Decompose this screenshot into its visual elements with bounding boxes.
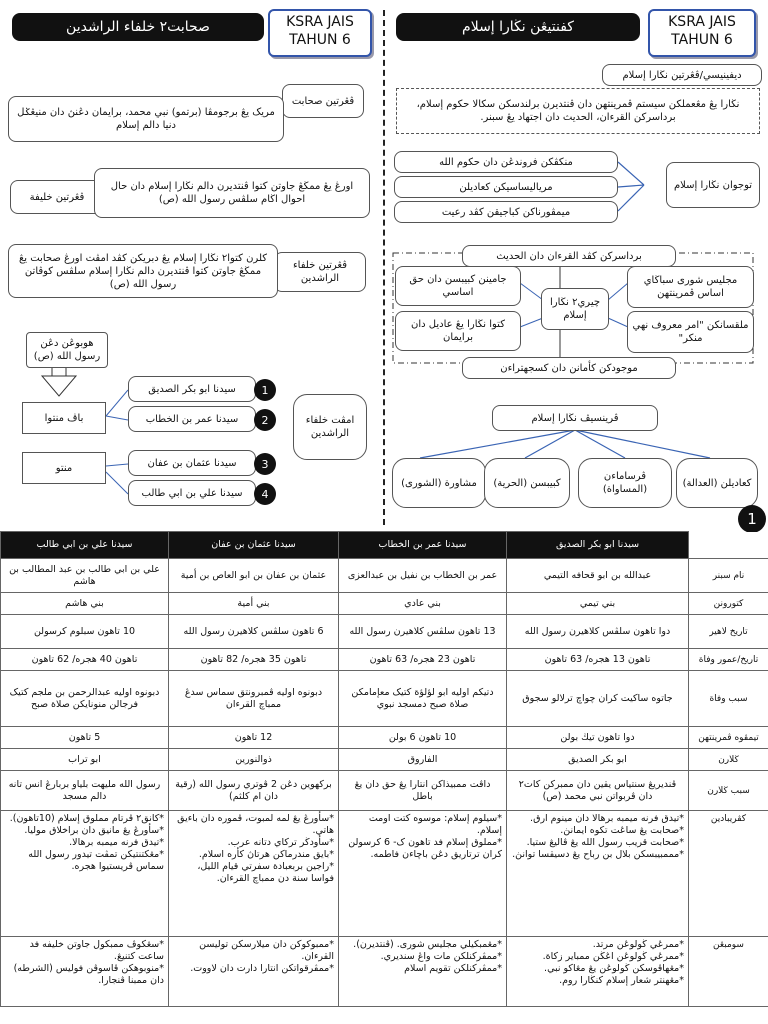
- prinsip-4-text: كعاديلن (العدالة): [682, 477, 752, 489]
- table-row: [1, 615, 768, 649]
- table-cell: *ممبوكوكن دان ميلارسكن توليسن القرءان. *ممڤرقواتكن انتارا دارت دان لاووت.: [169, 937, 339, 1007]
- table-cell: تاهون 40 هجره/ 62 تاهون: [1, 649, 169, 671]
- prinsip-2-text: كبيبسن (الحرية): [493, 477, 561, 489]
- def-negara-text-span: نڬارا يڠ مڠعملكن سيستم ڤمرينتهن دان ڤنتديرن برلندسکن سکالا حکوم إسلام، برداسرکن القرءان، الحديث دان اجتهاد يڠ سبنر.: [416, 99, 740, 123]
- caliph-2-number-text: 2: [261, 413, 269, 427]
- prinsip-1-text: مشاورة (الشورى): [401, 477, 477, 489]
- table-cell: *سڠكوڤ ممبكول جاوتن خليفه فد ساعت كتنيڠ. *منوبوهكن ڤاسوڤن فوليس (الشرطه) دان ممبنا ڤنجارا.: [1, 937, 169, 1007]
- table-cell: دوا تاهون سلڤس كلاهيرن رسول الله: [507, 615, 689, 649]
- table-row: [1, 771, 768, 811]
- table-cell: دبونوه اوليه ڤمبرونتق سماس سدڠ ممباچ القرءان: [169, 671, 339, 727]
- table-cell: علي بن ابي طالب بن عبد المطالب بن هاشم: [1, 559, 169, 593]
- tujuan-label: [666, 162, 760, 208]
- ciri-center-text: چيري٢ نڬارا إسلام: [549, 297, 601, 321]
- right-ksra-tag: [648, 9, 756, 57]
- def-sahabat-label-text: ڤڠرتين صحابت: [291, 95, 355, 107]
- ciri-tr-text: مجليس شورى سباڬاي اساس ڤمرينتهن: [643, 275, 738, 299]
- table-header-uthman: سيدنا عثمان بن عفان: [169, 532, 339, 559]
- def-sahabat-label: [282, 84, 364, 118]
- def-khalifah-label: [10, 180, 104, 214]
- table-header-blank: [689, 532, 768, 559]
- tujuan-label-text: توجوان نڬارا إسلام: [673, 179, 753, 191]
- bapa-box: [22, 402, 106, 434]
- caliph-1-name: سيدنا ابو بكر الصديق: [148, 383, 236, 395]
- prinsip-4: [676, 458, 758, 508]
- row-label: تاريخ لاهير: [689, 615, 768, 649]
- table-row: [1, 937, 768, 1007]
- row-label: سبب وفاة: [689, 671, 768, 727]
- row-label: تاريخ/عمور وفاة: [689, 649, 768, 671]
- def-khulafa-label-text: ڤڠرتين خلفاء الراشدين: [292, 260, 347, 284]
- ciri-top-text: برداسرکن كڤد القرءان دان الحديث: [496, 250, 642, 262]
- tujuan-item-1: [394, 151, 618, 173]
- prinsip-1: [392, 458, 486, 508]
- caliph-4-number: [254, 483, 276, 505]
- table-cell: 6 تاهون سلڤس كلاهيرن رسول الله: [169, 615, 339, 649]
- table-cell: ابو تراب: [1, 749, 169, 771]
- table-cell: *تيدق فرنه ميمبه برهالا دان مينوم ارق. *صحابت يڠ ساڠت تکوه ايمانڽ. *صحابت قريب رسول الله يڠ ڤاليڠ ستيا. *مممبيبسكن بلال بن رباح يڠ دسيقسا توانڽ.: [507, 811, 689, 937]
- caliph-4-name: سيدنا علي بن ابي طالب: [141, 487, 243, 499]
- caliph-3-number-text: 3: [261, 457, 269, 471]
- ciri-bottom: [462, 357, 676, 379]
- table-row: [1, 671, 768, 727]
- left-ksra-tag: [268, 9, 372, 57]
- table-cell: ابو بكر الصديق: [507, 749, 689, 771]
- ciri-center: [541, 288, 609, 330]
- def-khalifah-text-span: اورڠ يڠ ممڬڠ جاوتن كتوا ڤنتديرن دالم نڬارا إسلام دان حال احوال اڬام سلڤس رسول الله (ص): [110, 181, 354, 205]
- table-cell: *مڠمبكيلي مجليس شورى. (ڤنتديرن). *ممڤركنلكن مات واڠ سنديري. *ممڤركنلكن تقويم اسلام: [339, 937, 507, 1007]
- ciri-tl-text: جامينن كبيبسن دان حق اساسي: [409, 274, 507, 298]
- table-cell: عبدالله بن ابو قحافه التيمي: [507, 559, 689, 593]
- caliph-3-number: [254, 453, 276, 475]
- caliph-4-number-text: 4: [261, 487, 269, 501]
- empat-khulafa-box: [293, 394, 367, 460]
- right-tahun-text: TAHUN 6: [671, 32, 733, 48]
- page-number-text: 1: [747, 510, 757, 528]
- table-cell: 13 تاهون سلڤس كلاهيرن رسول الله: [339, 615, 507, 649]
- table-cell: *سيلوم إسلام: موسوه كتت اومت إسلام. *مملوق إسلام فد تاهون ک- 6 كرسولن كران ترتاريق دڠن باچاءن فاطمه.: [339, 811, 507, 937]
- table-cell: *كانق٢ ڤرتام مملوق إسلام (10تاهون). *سأورڠ يڠ مانيق دان براخلاق موليا. *تيدق فرنه ميمبه برهالا. *مڠكتنتيكن تمڤت تيدور رسول الله سماس ڤريستيوا هجره.: [1, 811, 169, 937]
- table-cell: تاهون 13 هجره/ 63 تاهون: [507, 649, 689, 671]
- caliph-2-name: سيدنا عمر بن الخطاب: [145, 413, 239, 425]
- table-cell: 10 تاهون سبلوم كرسولن: [1, 615, 169, 649]
- right-ksra-text: KSRA JAIS: [668, 14, 736, 30]
- row-label: سبب ڬلارن: [689, 771, 768, 811]
- def-negara-text: [396, 88, 760, 134]
- row-label: سومبڠن: [689, 937, 768, 1007]
- table-cell: جاتوه ساكيت كران چواچ ترلالو سجوق: [507, 671, 689, 727]
- table-cell: الفاروق: [339, 749, 507, 771]
- table-cell: تاهون 35 هجره/ 82 تاهون: [169, 649, 339, 671]
- tujuan-item-2-text: مرياليساسيكن كعاديلن: [459, 181, 553, 193]
- left-title: صحابت٢ خلفاء الراشدين: [66, 19, 210, 35]
- tujuan-item-3-text: ميمڤورناكن كباجيقن كڤد رعيت: [441, 206, 571, 218]
- row-label: تيمڤوه ڤمرينتهن: [689, 727, 768, 749]
- ciri-bl: [395, 311, 521, 351]
- table-cell: بني هاشم: [1, 593, 169, 615]
- row-label: ڬلارن: [689, 749, 768, 771]
- caliph-1-number-text: 1: [261, 383, 269, 397]
- tujuan-item-3: [394, 201, 618, 223]
- caliph-2-box: [128, 406, 256, 432]
- prinsip-label-text: ڤرينسيڤ نڬارا إسلام: [531, 412, 619, 424]
- caliph-1-number: [254, 379, 276, 401]
- left-ksra-text: KSRA JAIS: [286, 14, 354, 30]
- row-label: نام سبنر: [689, 559, 768, 593]
- caliph-3-name: سيدنا عثمان بن عفان: [147, 457, 237, 469]
- row-label: كڤريبادين: [689, 811, 768, 937]
- def-negara-label-text: ديفينيسي/ڤڠرتين نڬارا إسلام: [622, 69, 742, 81]
- caliph-3-box: [128, 450, 256, 476]
- menantu-text: منتو: [55, 462, 73, 474]
- table-row: [1, 749, 768, 771]
- table-cell: 12 تاهون: [169, 727, 339, 749]
- table-cell: دوا تاهون تيڬ بولن: [507, 727, 689, 749]
- left-title-bar: [12, 13, 264, 41]
- caliph-1-box: [128, 376, 256, 402]
- page-number-badge: [738, 505, 766, 533]
- ciri-bottom-text: موجودكن كأمانن دان كسجهتراءن: [500, 362, 638, 374]
- table-cell: *ممرڠي ڬولوڠن مرتد. *ممرڠي ڬولوڠن اڠڬن ممباير زكاة. *مڠهاڤوسكن ڬولوڠن يڠ مڠاكو نبي. *مڠهنتر شعار إسلام كنڬارا روم.: [507, 937, 689, 1007]
- table-cell: تاهون 23 هجره/ 63 تاهون: [339, 649, 507, 671]
- def-khulafa-text-span: كلرن كتوا٢ نڬارا إسلام يڠ دبريكن كڤد امڤت اورڠ صحابت يڠ ممڬڠ جاوتن كتوا ڤنتديرن دالم نڬارا إسلام سلڤس كوڤاتن رسول الله (ص): [18, 252, 268, 290]
- def-khalifah-label-text: ڤڠرتين خليفة: [29, 191, 85, 203]
- tujuan-item-2: [394, 176, 618, 198]
- table-cell: دتيكم اوليه ابو لؤلؤة كتيک معإمامكن صلاة صبح دمسجد نبوي: [339, 671, 507, 727]
- def-sahabat-text: [8, 96, 284, 142]
- caliph-2-number: [254, 409, 276, 431]
- prinsip-label: [492, 405, 658, 431]
- def-sahabat-text-span: مريک يڠ برجومڤا (برتمو) نبي محمد، برايمان دڠنڽ دان منيڠݢل دنيا دالم إسلام: [17, 107, 275, 131]
- menantu-box: [22, 452, 106, 484]
- table-cell: ذوالنورين: [169, 749, 339, 771]
- def-khalifah-text: [94, 168, 370, 218]
- ciri-bl-text: كتوا نڬارا يڠ عاديل دان برايمان: [411, 319, 505, 343]
- table-cell: بني تيمي: [507, 593, 689, 615]
- table-row: [1, 559, 768, 593]
- ciri-tl: [395, 266, 521, 306]
- ciri-top: [462, 245, 676, 267]
- table-header-ali: سيدنا علي بن ابي طالب: [1, 532, 169, 559]
- table-cell: عمر بن الخطاب بن نفيل بن عبدالعزى: [339, 559, 507, 593]
- table-cell: 5 تاهون: [1, 727, 169, 749]
- center-divider: [383, 10, 385, 525]
- table-cell: دبونوه اوليه عبدالرحمن بن ملجم كتيک فرجالن منونايكن صلاة صبح: [1, 671, 169, 727]
- prinsip-2: [484, 458, 570, 508]
- caliph-4-box: [128, 480, 256, 506]
- table-cell: رسول الله مليهت بلياو بربارڠ انس تانه دالم مسجد: [1, 771, 169, 811]
- table-header-row: [1, 532, 768, 559]
- table-cell: 10 تاهون 6 بولن: [339, 727, 507, 749]
- table-header-umar: سيدنا عمر بن الخطاب: [339, 532, 507, 559]
- table-cell: بني أمية: [169, 593, 339, 615]
- table-cell: ڤنديريڠ سنتياس يقين دان ممبركن كات٢ دان ڤربواتن نبي محمد (ص): [507, 771, 689, 811]
- right-title-bar: [396, 13, 640, 41]
- ciri-tr: [627, 266, 754, 308]
- khulafa-comparison-table: [0, 531, 768, 1007]
- hubungan-box: [26, 332, 108, 368]
- table-row: [1, 649, 768, 671]
- hubungan-text: هوبوڠن دڠن رسول الله (ص): [33, 338, 101, 362]
- def-khulafa-label: [274, 252, 366, 292]
- table-row: [1, 811, 768, 937]
- prinsip-3-text: ڤرساماءن (المساواة): [602, 471, 648, 495]
- right-title: كفنتيڠن نڬارا إسلام: [462, 19, 574, 35]
- row-label: كتورونن: [689, 593, 768, 615]
- table-header-abubakar: سيدنا ابو بكر الصديق: [507, 532, 689, 559]
- prinsip-3: [578, 458, 672, 508]
- ciri-br-text: ملقسانكن "امر معروف نهي منكر": [632, 320, 749, 344]
- ciri-br: [627, 311, 754, 353]
- table-cell: داڤت ممبيذاكن انتارا يڠ حق دان يڠ باطل: [339, 771, 507, 811]
- table-row: [1, 727, 768, 749]
- table-cell: بني عادي: [339, 593, 507, 615]
- table-row: [1, 593, 768, 615]
- tujuan-item-1-text: منكڤكن فروندڠن دان حكوم الله: [439, 156, 573, 168]
- table-cell: عثمان بن عفان بن ابو العاص بن أمية: [169, 559, 339, 593]
- table-cell: *سأورڠ يڠ لمه لمبوت، ڤموره دان باءيق هاتي. *سأودڬر تركاي دتانه عرب. *بايق مندرماكن هرتاڽ كأره اسلام. *راجين بربعبادة سفرتي قيام الليل، فواسا سنة دن ممباچ القرءان.: [169, 811, 339, 937]
- left-tahun-text: TAHUN 6: [289, 32, 351, 48]
- table-cell: بركهوين دڠن 2 ڤوتري رسول الله (رقية دان ام كلثم): [169, 771, 339, 811]
- def-khulafa-text: [8, 244, 278, 298]
- empat-khulafa-text: امڤت خلفاء الراشدين: [305, 415, 355, 439]
- def-negara-label: [602, 64, 762, 86]
- bapa-text: باڤ منتوا: [44, 412, 84, 424]
